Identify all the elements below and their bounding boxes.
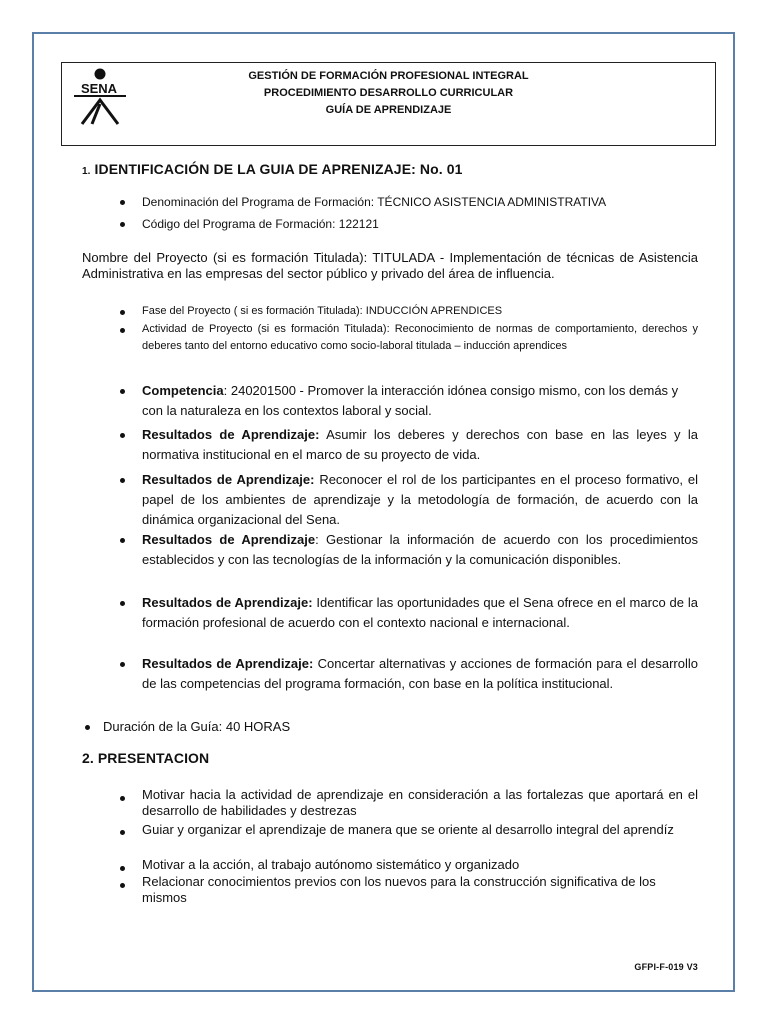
bullet-icon (120, 601, 125, 606)
document-header (61, 62, 716, 146)
header-line-1: GESTIÓN DE FORMACIÓN PROFESIONAL INTEGRAL (248, 70, 529, 82)
resultado-text: Concertar alternativas y acciones de formación para el desarrollo de las competencias del programa formación, con base en la política institucional. (142, 656, 698, 691)
resultado-2 (142, 470, 698, 530)
resultado-label: Resultados de Aprendizaje: (142, 656, 314, 671)
guide-duration: Duración de la Guía: 40 HORAS (103, 719, 291, 734)
resultado-5 (142, 654, 698, 694)
bullet-icon (120, 830, 125, 835)
resultado-1 (142, 425, 698, 465)
competencia-label: Competencia (142, 383, 224, 398)
section-1-title (82, 161, 463, 177)
presentacion-item-3: Motivar a la acción, al trabajo autónomo sistemático y organizado (142, 857, 520, 872)
program-name: Denominación del Programa de Formación: TÉCNICO ASISTENCIA ADMINISTRATIVA (142, 195, 607, 209)
resultado-label: Resultados de Aprendizaje: (142, 595, 313, 610)
bullet-icon (120, 866, 125, 871)
competencia (142, 381, 698, 421)
presentacion-item-4: Relacionar conocimientos previos con los nuevos para la construcción significativa de los mismos (142, 874, 656, 905)
bullet-icon (120, 389, 125, 394)
resultado-text: Reconocer el rol de los participantes en el proceso formativo, el papel de los ambientes de aprendizaje y la metodología de formación, de acuerdo con la dinámica organizacional del Sena. (142, 472, 699, 527)
presentacion-item-1: Motivar hacia la actividad de aprendizaje en consideración a las fortalezas que aportará en el desarrollo de habilidades y destrezas (142, 787, 698, 818)
project-phase: Fase del Proyecto ( si es formación Titulada): INDUCCIÓN APRENDICES (142, 305, 503, 317)
logo-text: SENA (80, 81, 118, 96)
bullet-icon (120, 538, 125, 543)
bullet-icon (120, 883, 125, 888)
resultado-text: Identificar las oportunidades que el Sena ofrece en el marco de la formación profesional de acuerdo con el contexto nacional e internacional. (142, 595, 698, 630)
resultado-label: Resultados de Aprendizaje: (142, 427, 320, 442)
competencia-text: : 240201500 - Promover la interacción idónea consigo mismo, con los demás y con la naturaleza en los contextos laboral y social. (142, 383, 679, 418)
resultado-4 (142, 593, 698, 633)
section-2-title: 2. PRESENTACION (82, 750, 210, 766)
section-1-title-text: IDENTIFICACIÓN DE LA GUIA DE APRENIZAJE: No. 01 (94, 161, 463, 177)
bullet-icon (120, 433, 125, 438)
resultado-label: Resultados de Aprendizaje: (142, 472, 315, 487)
section-1-number: 1. (82, 166, 91, 177)
bullet-icon (120, 200, 125, 205)
form-code: GFPI-F-019 V3 (634, 962, 698, 972)
presentacion-item-2: Guiar y organizar el aprendizaje de manera que se oriente al desarrollo integral del aprendíz (142, 822, 674, 837)
bullet-icon (120, 310, 125, 315)
bullet-icon (85, 725, 90, 730)
program-code: Código del Programa de Formación: 122121 (142, 217, 379, 231)
bullet-icon (120, 796, 125, 801)
header-line-2: PROCEDIMIENTO DESARROLLO CURRICULAR (263, 87, 514, 99)
resultado-3 (142, 530, 698, 570)
resultado-text: : Gestionar la información de acuerdo con los procedimientos establecidos y con las tecnologías de la información y la comunicación disponibles. (142, 532, 698, 567)
bullet-icon (120, 478, 125, 483)
header-line-3: GUÍA DE APRENDIZAJE (325, 104, 452, 116)
bullet-icon (120, 222, 125, 227)
project-activity: Actividad de Proyecto (si es formación Titulada): Reconocimiento de normas de comportamiento, derechos y deberes tanto del entorno educativo como socio-laboral titulada – inducción aprendices (142, 323, 698, 352)
project-name: Nombre del Proyecto (si es formación Titulada): TITULADA - Implementación de técnicas de Asistencia Administrativa en las empresas del sector público y privado del área de influencia. (82, 250, 698, 281)
resultado-label: Resultados de Aprendizaje (142, 532, 316, 547)
bullet-icon (120, 328, 125, 333)
resultado-text: Asumir los deberes y derechos con base en las leyes y la normativa institucional en el marco de su proyecto de vida. (142, 427, 699, 462)
bullet-icon (120, 662, 125, 667)
